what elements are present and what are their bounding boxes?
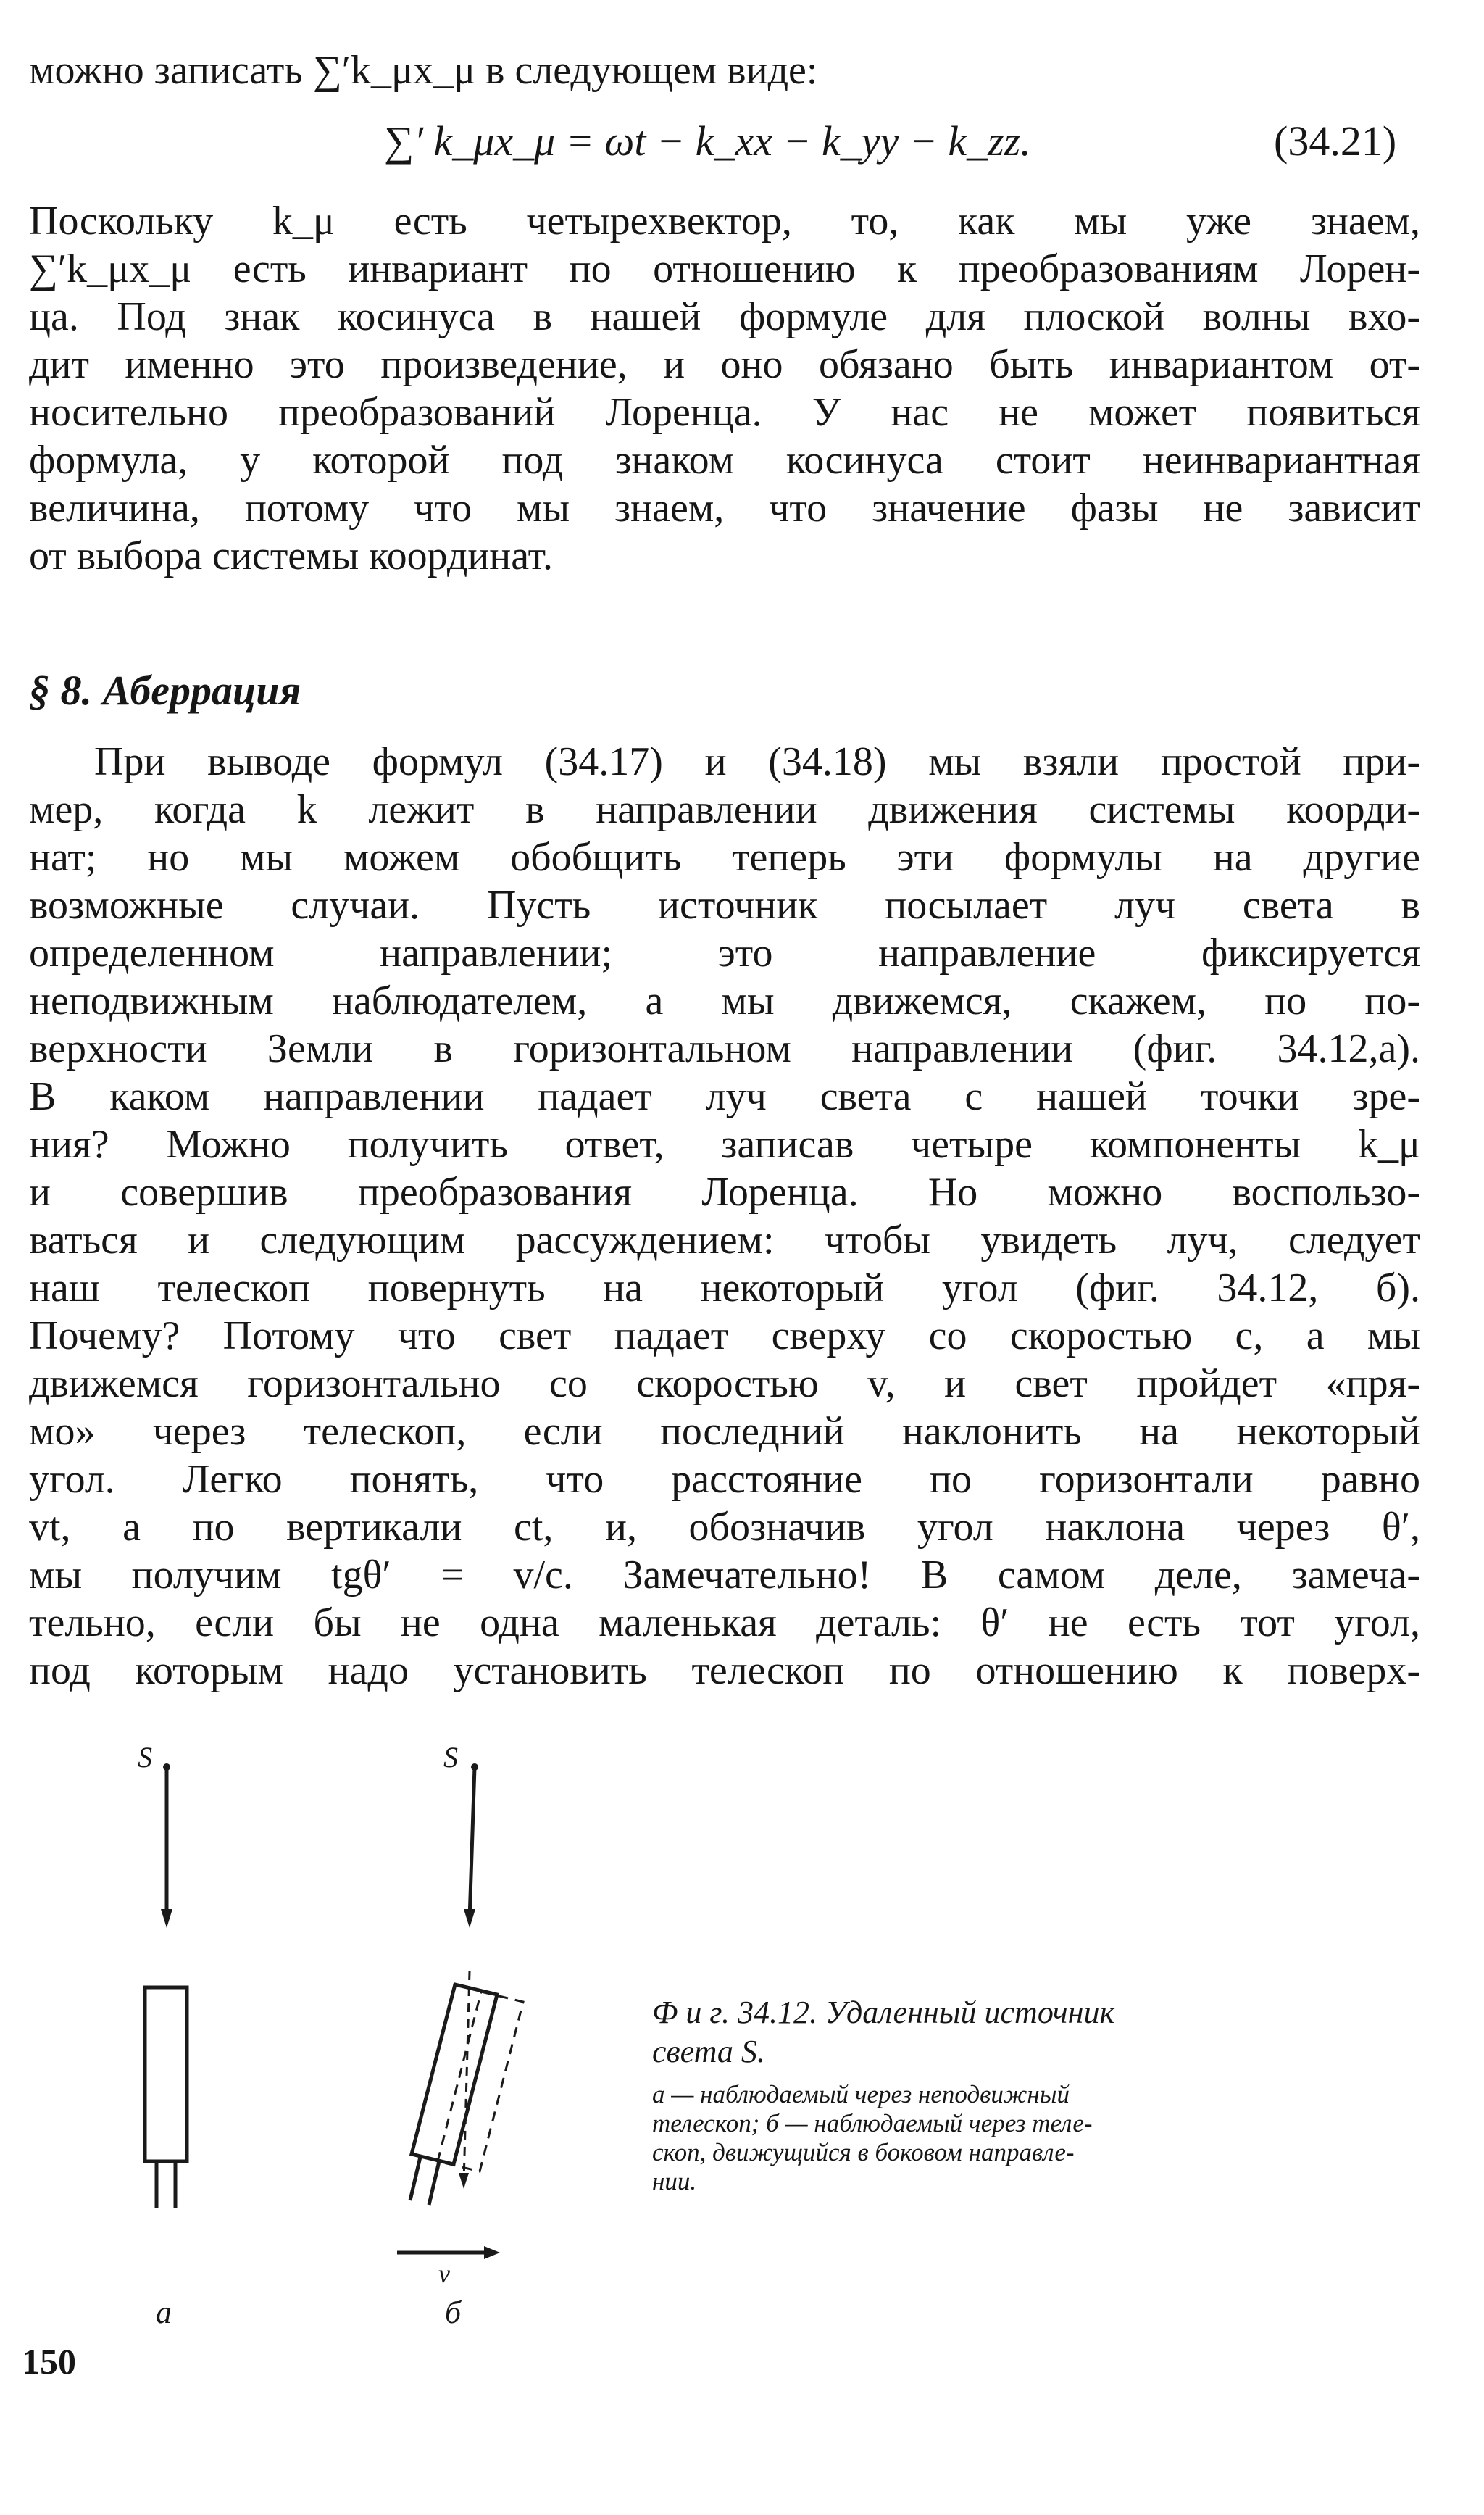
text-line: ца. Под знак косинуса в нашей формуле для плоской волны вхо-	[29, 294, 1420, 339]
caption-body-line: а — наблюдаемый через неподвижный	[652, 2080, 1070, 2108]
panel-label-a: а	[156, 2295, 172, 2330]
text-line: движемся горизонтально со скоростью v, и свет пройдет «пря-	[29, 1361, 1420, 1406]
text-line: При выводе формул (34.17) и (34.18) мы взяли простой при-	[94, 739, 1420, 784]
equation: ∑′ k_μx_μ = ωt − k_xx − k_yy − k_zz.	[384, 117, 1031, 165]
text-line: и совершив преобразования Лоренца. Но можно воспользо-	[29, 1170, 1420, 1215]
telescope-a	[145, 1987, 187, 2208]
text-line: от выбора системы координат.	[29, 533, 553, 578]
velocity-label: v	[438, 2259, 450, 2288]
ray-b	[464, 1763, 478, 1928]
text-line: мер, когда k лежит в направлении движения системы коорди-	[29, 787, 1420, 832]
text-line: величина, потому что мы знаем, что значение фазы не зависит	[29, 486, 1420, 531]
caption-title-line: света S.	[652, 2034, 765, 2069]
telescope-b	[410, 1971, 523, 2205]
text-line: верхности Земли в горизонтальном направлении (фиг. 34.12,а).	[29, 1026, 1420, 1071]
text-line: тельно, если бы не одна маленькая деталь: θ′ не есть тот угол,	[29, 1600, 1420, 1645]
page-number: 150	[22, 2341, 76, 2382]
caption-body-line: скоп, движущийся в боковом направле-	[652, 2138, 1075, 2166]
text-line: определенном направлении; это направление фиксируется	[29, 931, 1420, 976]
caption-body-line: нии.	[652, 2167, 697, 2195]
text-line: неподвижным наблюдателем, а мы движемся, скажем, по по-	[29, 978, 1420, 1023]
equation-number: (34.21)	[1274, 117, 1397, 165]
text-line: vt, а по вертикали ct, и, обозначив угол наклона через θ′,	[29, 1505, 1420, 1550]
text-line: ваться и следующим рассуждением: чтобы увидеть луч, следует	[29, 1218, 1420, 1263]
source-label-a: S	[138, 1741, 152, 1774]
text-line: наш телескоп повернуть на некоторый угол (фиг. 34.12, б).	[29, 1265, 1420, 1310]
text-line: формула, у которой под знаком косинуса стоит неинвариантная	[29, 438, 1420, 483]
panel-label-b: б	[445, 2295, 462, 2330]
text-line: Поскольку k_μ есть четырехвектор, то, как мы уже знаем,	[29, 199, 1420, 244]
ray-a	[161, 1763, 172, 1928]
text-line: носительно преобразований Лоренца. У нас не может появиться	[29, 390, 1420, 435]
text-line: нат; но мы можем обобщить теперь эти формулы на другие	[29, 835, 1420, 880]
text-line: под которым надо установить телескоп по отношению к поверх-	[29, 1648, 1420, 1693]
source-label-b: S	[443, 1741, 458, 1774]
caption-title-line: Ф и г. 34.12. Удаленный источник	[652, 1995, 1115, 2030]
text-line: Почему? Потому что свет падает сверху со скоростью c, а мы	[29, 1313, 1420, 1358]
caption-body-line: телескоп; б — наблюдаемый через теле-	[652, 2109, 1093, 2137]
text-line: мо» через телескоп, если последний наклонить на некоторый	[29, 1409, 1420, 1454]
text-line: можно записать ∑′k_μx_μ в следующем виде:	[29, 48, 818, 93]
text-line: ∑′k_μx_μ есть инвариант по отношению к преобразованиям Лорен-	[29, 246, 1420, 291]
text-line: ния? Можно получить ответ, записав четыре компоненты k_μ	[29, 1122, 1420, 1167]
section-heading: § 8. Аберрация	[29, 667, 301, 714]
text-line: угол. Легко понять, что расстояние по горизонтали равно	[29, 1457, 1420, 1502]
text-line: дит именно это произведение, и оно обязано быть инвариантом от-	[29, 342, 1420, 387]
text-line: В каком направлении падает луч света с нашей точки зре-	[29, 1074, 1420, 1119]
text-line: мы получим tgθ′ = v/c. Замечательно! В самом деле, замеча-	[29, 1552, 1420, 1597]
text-line: возможные случаи. Пусть источник посылает луч света в	[29, 883, 1420, 928]
